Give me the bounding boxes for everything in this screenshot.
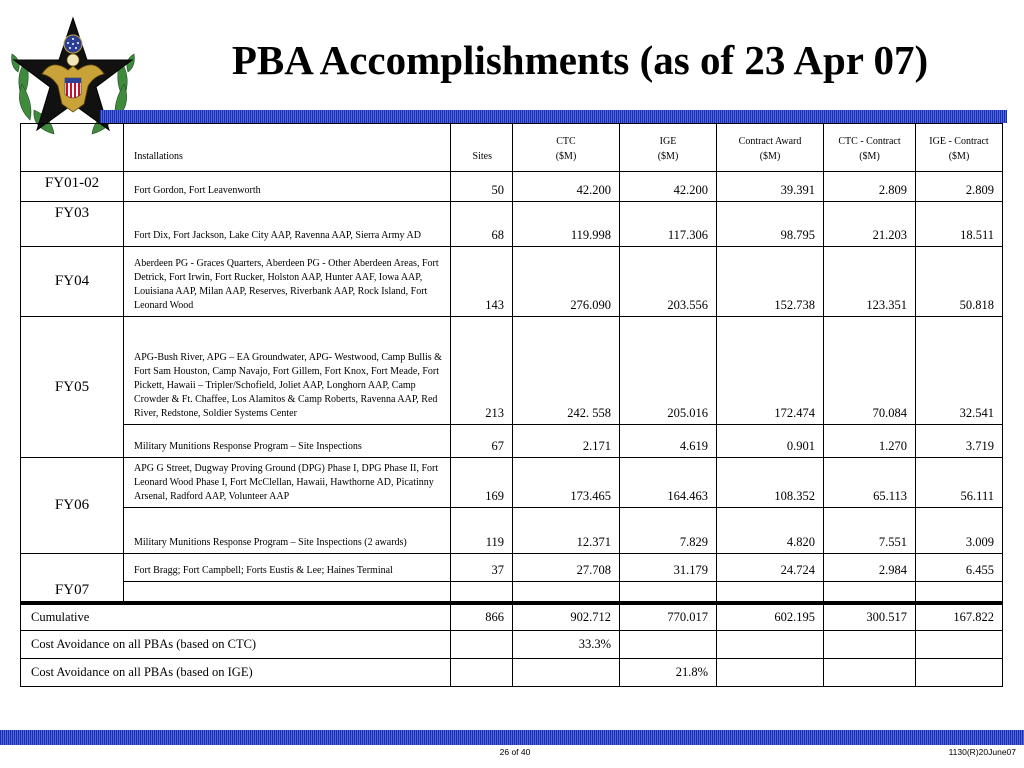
table-row (21, 554, 1003, 582)
cost-avoidance-ige-value: 21.8% (620, 659, 717, 687)
document-code: 1130(R)20June07 (948, 747, 1016, 757)
top-divider-bar (100, 110, 1007, 123)
ige-contract-cell: 32.541 (916, 317, 1003, 425)
fiscal-year-cell: FY01-02 (21, 172, 124, 202)
contract-award-cell: 172.474 (717, 317, 824, 425)
fiscal-year-cell: FY07 (21, 554, 124, 603)
table-row (21, 508, 1003, 554)
ige-contract-cell: 3.719 (916, 425, 1003, 458)
cost-avoidance-ctc-sites-empty (451, 631, 513, 659)
sites-cell: 37 (451, 554, 513, 582)
ctc-cell: 12.371 (513, 508, 620, 554)
installations-cell: Fort Gordon, Fort Leavenworth (124, 172, 451, 202)
page-title: PBA Accomplishments (as of 23 Apr 07) (231, 37, 929, 83)
cost-avoidance-ctc-empty-4 (916, 631, 1003, 659)
ige-contract-cell: 50.818 (916, 247, 1003, 317)
ige-cell (620, 582, 717, 603)
installations-cell: Fort Dix, Fort Jackson, Lake City AAP, Ravenna AAP, Sierra Army AD (124, 202, 451, 247)
ige-cell: 31.179 (620, 554, 717, 582)
ige-contract-cell (916, 582, 1003, 603)
cumulative-ctc: 902.712 (513, 603, 620, 631)
header-ige-contract-line2: ($M) (948, 151, 970, 162)
cumulative-row (21, 603, 1003, 631)
ige-cell: 164.463 (620, 458, 717, 508)
ctc-contract-cell: 123.351 (824, 247, 916, 317)
ige-cell: 7.829 (620, 508, 717, 554)
sites-cell: 68 (451, 202, 513, 247)
cost-avoidance-ctc-empty-2 (717, 631, 824, 659)
cost-avoidance-ige-label: Cost Avoidance on all PBAs (based on IGE) (21, 659, 451, 687)
sites-cell: 67 (451, 425, 513, 458)
cumulative-ctc-contract: 300.517 (824, 603, 916, 631)
header-ige-contract-line1: IGE - Contract (929, 136, 989, 147)
header-sites: Sites (451, 124, 513, 172)
sites-cell: 143 (451, 247, 513, 317)
ctc-contract-cell: 2.984 (824, 554, 916, 582)
ctc-cell: 173.465 (513, 458, 620, 508)
ige-cell: 42.200 (620, 172, 717, 202)
ige-cell: 203.556 (620, 247, 717, 317)
cost-avoidance-ctc-value: 33.3% (513, 631, 620, 659)
ige-contract-cell: 56.111 (916, 458, 1003, 508)
installations-cell: Military Munitions Response Program – Site Inspections (2 awards) (124, 508, 451, 554)
header-fy-cell (21, 124, 124, 172)
installations-cell (124, 582, 451, 603)
table-row (21, 458, 1003, 508)
fiscal-year-cell: FY06 (21, 458, 124, 554)
header-ctc-contract-line1: CTC - Contract (838, 136, 901, 147)
header-ige-contract (916, 124, 1003, 172)
ctc-cell: 27.708 (513, 554, 620, 582)
ige-contract-cell: 6.455 (916, 554, 1003, 582)
header-ctc-line1: CTC (556, 136, 576, 147)
header-contract-award (717, 124, 824, 172)
sites-cell: 119 (451, 508, 513, 554)
cumulative-sites: 866 (451, 603, 513, 631)
cumulative-label: Cumulative (21, 603, 451, 631)
contract-award-cell: 0.901 (717, 425, 824, 458)
contract-award-cell: 4.820 (717, 508, 824, 554)
ctc-cell: 242. 558 (513, 317, 620, 425)
installations-cell: Fort Bragg; Fort Campbell; Forts Eustis & Lee; Haines Terminal (124, 554, 451, 582)
ctc-cell: 2.171 (513, 425, 620, 458)
header-ctc (513, 124, 620, 172)
table-header-row (21, 124, 1003, 172)
header-ctc-line2: ($M) (555, 151, 577, 162)
ige-contract-cell: 18.511 (916, 202, 1003, 247)
ctc-contract-cell: 1.270 (824, 425, 916, 458)
ctc-cell: 42.200 (513, 172, 620, 202)
table-row (21, 425, 1003, 458)
ctc-contract-cell: 65.113 (824, 458, 916, 508)
cost-avoidance-ctc-empty-1 (620, 631, 717, 659)
ctc-cell (513, 582, 620, 603)
header-ige-line2: ($M) (657, 151, 679, 162)
ctc-contract-cell: 21.203 (824, 202, 916, 247)
table-row (21, 317, 1003, 425)
table-row (21, 247, 1003, 317)
header-ctc-contract-line2: ($M) (859, 151, 880, 162)
cost-avoidance-ige-empty-2 (824, 659, 916, 687)
header-contract-award-line1: Contract Award (738, 136, 802, 147)
cost-avoidance-ige-empty-1 (717, 659, 824, 687)
installations-cell: Military Munitions Response Program – Site Inspections (124, 425, 451, 458)
fiscal-year-cell: FY03 (21, 202, 124, 247)
table-row (21, 172, 1003, 202)
sites-cell: 169 (451, 458, 513, 508)
installations-cell: APG-Bush River, APG – EA Groundwater, APG- Westwood, Camp Bullis & Fort Sam Houston, Camp Navajo, Fort Gillem, Fort Knox, Fort Meade, Fort Pickett, Hawaii – Tripler/Schofield, Joliet AAP, Longhorn AAP, Camp Crowder & Ft. Chaffee, Los Alamitos & Camp Roberts, Ravenna AAP, Red River, Redstone, Soldier Systems Center (124, 317, 451, 425)
contract-award-cell: 98.795 (717, 202, 824, 247)
cost-avoidance-ige-row (21, 659, 1003, 687)
cost-avoidance-ige-ctc-empty (513, 659, 620, 687)
ctc-cell: 119.998 (513, 202, 620, 247)
page-number: 26 of 40 (499, 747, 531, 757)
contract-award-cell: 24.724 (717, 554, 824, 582)
header-ige (620, 124, 717, 172)
installations-cell: Aberdeen PG - Graces Quarters, Aberdeen PG - Other Aberdeen Areas, Fort Detrick, Fort Irwin, Fort Rucker, Holston AAP, Hunter AAF, Iowa AAP, Louisiana AAP, Milan AAP, Reserves, Riverbank AAP, Rock Island, Fort Leonard Wood (124, 247, 451, 317)
ctc-contract-cell: 7.551 (824, 508, 916, 554)
cost-avoidance-ctc-row (21, 631, 1003, 659)
contract-award-cell: 108.352 (717, 458, 824, 508)
contract-award-cell: 152.738 (717, 247, 824, 317)
ctc-contract-cell (824, 582, 916, 603)
installations-cell: APG G Street, Dugway Proving Ground (DPG) Phase I, DPG Phase II, Fort Leonard Wood Phase I, Fort McClellan, Hawaii, Hawthorne AD, Picatinny Arsenal, Radford AAP, Volunteer AAP (124, 458, 451, 508)
fiscal-year-cell: FY05 (21, 317, 124, 458)
ige-cell: 4.619 (620, 425, 717, 458)
fiscal-year-cell: FY04 (21, 247, 124, 317)
cost-avoidance-ctc-label: Cost Avoidance on all PBAs (based on CTC) (21, 631, 451, 659)
ctc-cell: 276.090 (513, 247, 620, 317)
sites-cell: 50 (451, 172, 513, 202)
contract-award-cell (717, 582, 824, 603)
header-installations: Installations (124, 124, 451, 172)
header-contract-award-line2: ($M) (759, 151, 781, 162)
cumulative-ige-contract: 167.822 (916, 603, 1003, 631)
header-ctc-contract (824, 124, 916, 172)
ctc-contract-cell: 2.809 (824, 172, 916, 202)
cost-avoidance-ige-empty-3 (916, 659, 1003, 687)
sites-cell (451, 582, 513, 603)
header-ige-line1: IGE (659, 136, 677, 147)
ctc-contract-cell: 70.084 (824, 317, 916, 425)
bottom-divider-bar (0, 730, 1024, 745)
cumulative-ige: 770.017 (620, 603, 717, 631)
ige-cell: 205.016 (620, 317, 717, 425)
cost-avoidance-ctc-empty-3 (824, 631, 916, 659)
ige-contract-cell: 2.809 (916, 172, 1003, 202)
contract-award-cell: 39.391 (717, 172, 824, 202)
cumulative-contract-award: 602.195 (717, 603, 824, 631)
ige-cell: 117.306 (620, 202, 717, 247)
table-row (21, 582, 1003, 603)
ige-contract-cell: 3.009 (916, 508, 1003, 554)
cost-avoidance-ige-sites-empty (451, 659, 513, 687)
sites-cell: 213 (451, 317, 513, 425)
table-row (21, 202, 1003, 247)
pba-accomplishments-table (20, 123, 1003, 687)
